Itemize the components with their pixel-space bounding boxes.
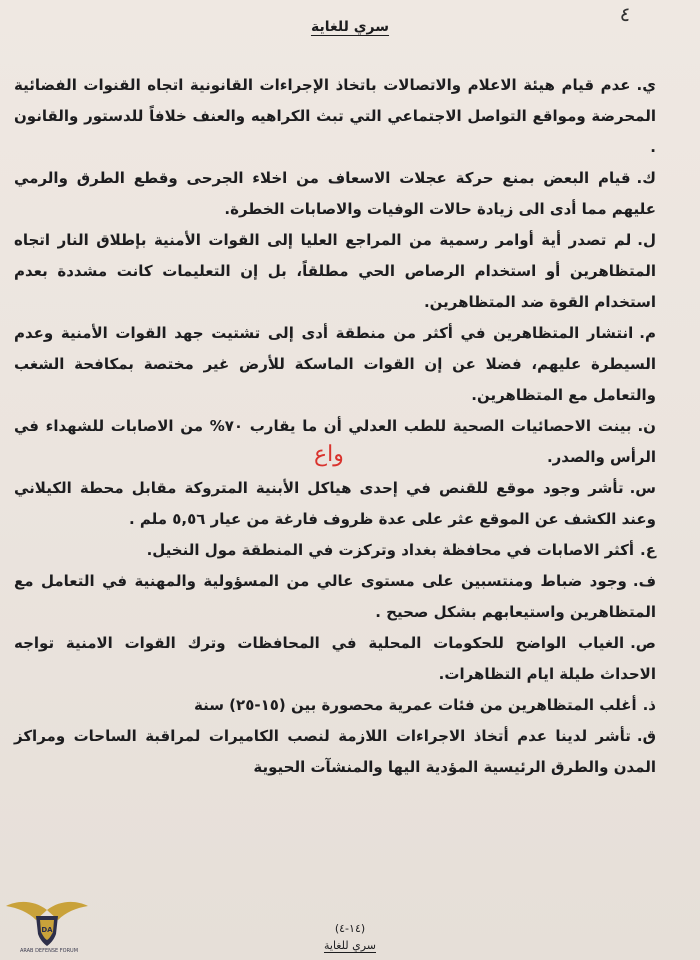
- item-marker: ك.: [636, 169, 656, 187]
- item-marker: ص.: [630, 634, 656, 652]
- item-text: لم تصدر أية أوامر رسمية من المراجع العليا إلى القوات الأمنية بإطلاق النار اتجاه المتظاهرين أو استخدام الرصاص الحي مطلقاً، بل إن التعليمات كانت مشددة بعدم استخدام القوة ضد المتظاهرين.: [14, 231, 656, 311]
- item-text: تأشر وجود موقع للقنص في إحدى هياكل الأبنية المتروكة مقابل محطة الكيلاني وعند الكشف عن الموقع عثر على عدة ظروف فارغة من عيار ٥,٥٦ ملم .: [14, 479, 656, 528]
- item-marker: س.: [629, 479, 656, 497]
- watermark-initials: DA: [41, 926, 53, 934]
- footer-classification: سري للغاية: [323, 939, 376, 952]
- list-item: [14, 225, 656, 318]
- item-text: بينت الاحصائيات الصحية للطب العدلي أن ما يقارب ٧٠% من الاصابات للشهداء في الرأس والصدر.: [14, 417, 656, 466]
- item-text: تأشر لدينا عدم أتخاذ الاجراءات اللازمة لنصب الكاميرات لمراقبة الساحات ومراكز المدن والطرق الرئيسية المؤدية اليها والمنشآت الحيوية: [14, 727, 656, 776]
- item-marker: ف.: [632, 572, 656, 590]
- item-text: وجود ضباط ومنتسبين على مستوى عالي من المسؤولية والمهنية في التعامل مع المتظاهرين واستيعابهم بشكل صحيح .: [14, 572, 656, 621]
- watermark-text: ARAB DEFENSE FORUM: [19, 948, 79, 954]
- list-item: [14, 163, 656, 225]
- document-header: [0, 16, 700, 35]
- item-text: أغلب المتظاهرين من فئات عمرية محصورة بين (١٥-٢٥) سنة: [193, 696, 637, 714]
- item-marker: ع.: [640, 541, 656, 559]
- item-text: أكثر الاصابات في محافظة بغداد وتركزت في المنطقة مول النخيل.: [146, 541, 635, 559]
- list-item: [14, 690, 656, 721]
- item-text: عدم قيام هيئة الاعلام والاتصالات باتخاذ الإجراءات القانونية اتجاه القنوات الفضائية المحرضة ومواقع التواصل الاجتماعي التي تبث الكراهيه والعنف خلافاً للدستور والقانون .: [14, 76, 656, 156]
- item-marker: ذ.: [642, 696, 656, 714]
- item-text: الغياب الواضح للحكومات المحلية في المحافظات وترك القوات الامنية تواجه الاحداث طيلة ايام التظاهرات.: [14, 634, 656, 683]
- list-item: [14, 318, 656, 411]
- document-body: [14, 70, 656, 783]
- footer-code: (١٤-٤): [334, 922, 366, 935]
- header-classification: سري للغاية: [310, 19, 390, 35]
- item-marker: م.: [639, 324, 656, 342]
- item-marker: ق.: [636, 727, 656, 745]
- forum-watermark: [4, 896, 90, 956]
- list-item: [14, 566, 656, 628]
- list-item: [14, 70, 656, 163]
- document-footer: [0, 922, 700, 952]
- item-marker: ل.: [637, 231, 656, 249]
- eagle-shield-logo-icon: [4, 896, 90, 948]
- list-item: [14, 535, 656, 566]
- list-item: [14, 628, 656, 690]
- list-item: [14, 473, 656, 535]
- list-item: [14, 721, 656, 783]
- red-stamp-mark: واع: [314, 442, 344, 467]
- item-marker: ي.: [636, 76, 656, 94]
- page-number: ٤: [618, 1, 633, 27]
- item-text: انتشار المتظاهرين في أكثر من منطقة أدى إلى تشتيت جهد القوات الأمنية وعدم السيطرة عليهم، فضلا عن إن القوات الماسكة للأرض غير مختصة بمكافحة الشغب والتعامل مع المتظاهرين.: [14, 324, 656, 404]
- item-text: قيام البعض بمنع حركة عجلات الاسعاف من اخلاء الجرحى وقطع الطرق والرمي عليهم مما أدى الى زيادة حالات الوفيات والاصابات الخطرة.: [14, 169, 656, 218]
- item-marker: ن.: [637, 417, 656, 435]
